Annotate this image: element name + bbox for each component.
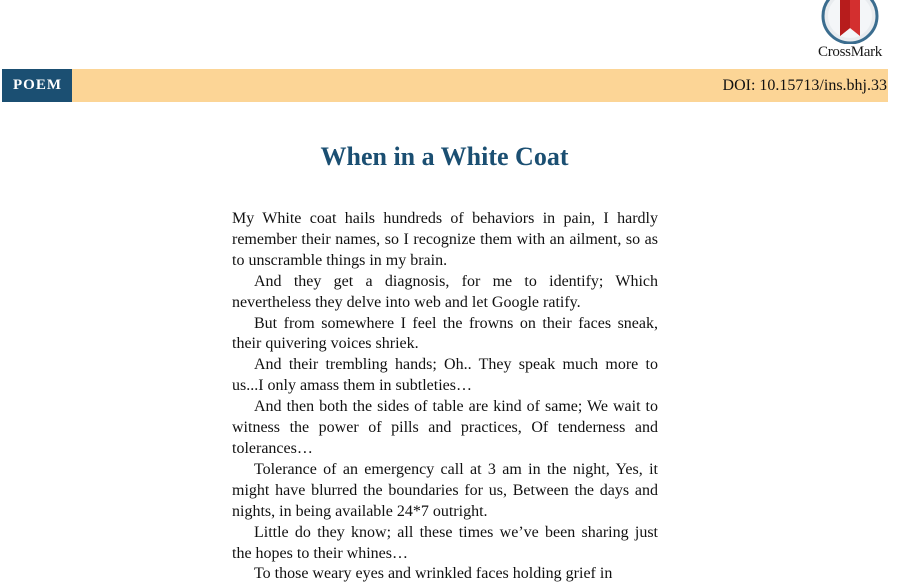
crossmark-badge[interactable]	[813, 0, 887, 62]
poem-stanza: To those weary eyes and wrinkled faces holding grief in	[254, 565, 613, 583]
poem-title: When in a White Coat	[320, 142, 569, 171]
article-header-bar	[2, 69, 888, 102]
poem-stanza: And they get a diagnosis, for me to identify; Which nevertheless they delve into web and let Google ratify.	[232, 272, 658, 311]
poem-stanza: My White coat hails hundreds of behaviors in pain, I hardly remember their names, so I recognize them with an ailment, so as to unscramble things in my brain.	[232, 210, 658, 269]
poem-stanza: Little do they know; all these times we’ve been sharing just the hopes to their whines…	[232, 523, 658, 562]
poem-body	[232, 209, 658, 585]
doi-link[interactable]: DOI: 10.15713/ins.bhj.33	[722, 76, 887, 94]
crossmark-icon	[820, 0, 880, 44]
poem-stanza: Tolerance of an emergency call at 3 am in the night, Yes, it might have blurred the boundaries for us, Between the days and nights, in being available 24*7 outright.	[232, 460, 658, 520]
crossmark-label: CrossMark	[818, 44, 882, 60]
poem-stanza: And their trembling hands; Oh.. They speak much more to us...I only amass them in subtleties…	[232, 356, 658, 395]
poem-stanza: And then both the sides of table are kind of same; We wait to witness the power of pills and practices, Of tenderness and tolerances…	[232, 398, 658, 457]
poem-stanza: But from somewhere I feel the frowns on their faces sneak, their quivering voices shriek.	[232, 314, 658, 353]
section-tag: POEM	[2, 69, 72, 102]
